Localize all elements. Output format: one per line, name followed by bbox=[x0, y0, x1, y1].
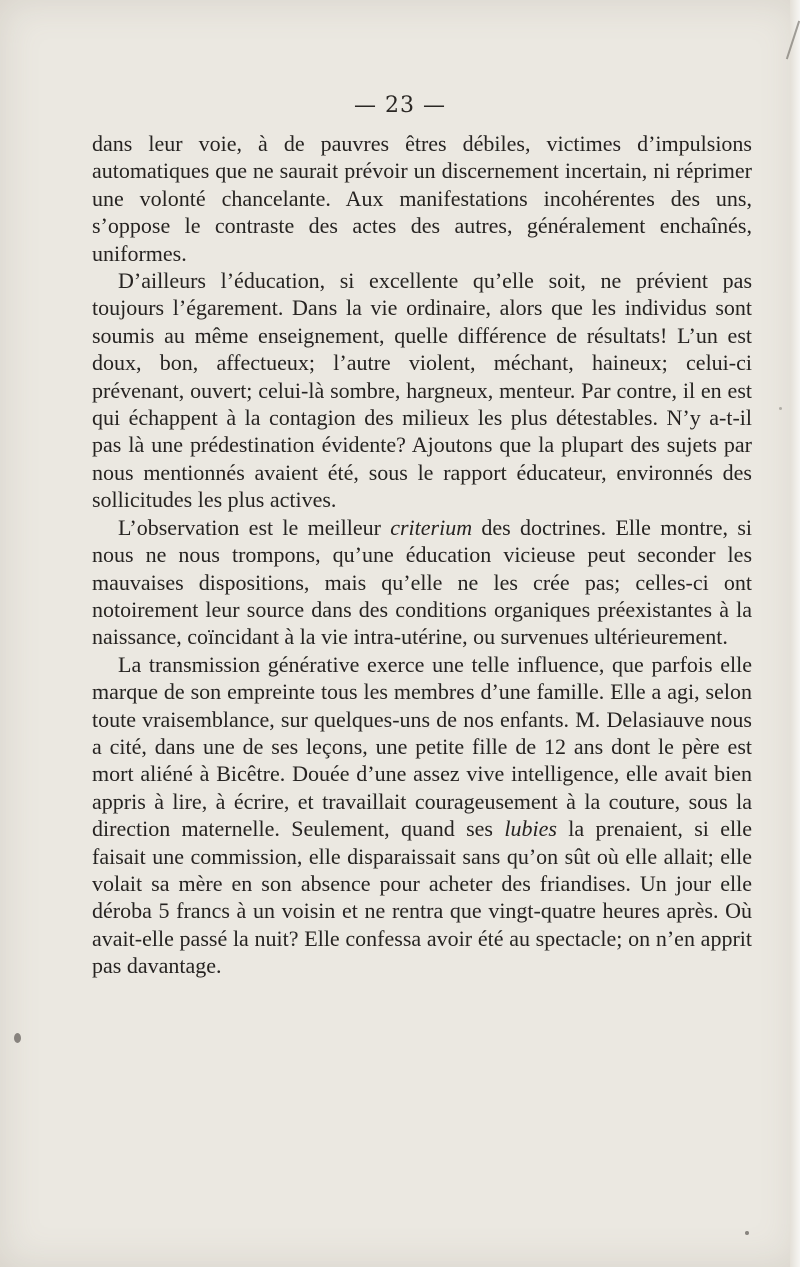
page-number: — 23 — bbox=[354, 93, 446, 118]
paragraph-4-text-end: la prenaient, si elle faisait une commission, elle disparaissait sans qu’on sût où elle allait; elle volait sa mère en son absence pour acheter des friandises. Un jour elle déroba 5 francs à un voisin et ne rentra que vingt-quatre heures après. Où avait-elle passé la nuit? Elle confessa avoir été au spectacle; on n’en apprit pas davantage. bbox=[92, 816, 752, 979]
paragraph-3-italic-term: criterium bbox=[390, 514, 473, 540]
paragraph-3-text-start: L’observation est le meilleur bbox=[118, 514, 391, 540]
paragraph-3 bbox=[92, 514, 752, 651]
paper-speck bbox=[14, 1033, 21, 1043]
paragraph-3-text-end: des doctrines. Elle montre, si nous ne nous trompons, qu’une éducation vicieuse peut seconder les mauvaises dispositions, mais qu’elle ne les crée pas; celles-ci ont notoirement leur source dans des conditions organiques préexistantes à la naissance, coïncidant à la vie intra-utérine, ou survenues ultérieurement. bbox=[92, 514, 752, 650]
paragraph-4-italic-term: lubies bbox=[504, 816, 557, 842]
body-text bbox=[92, 130, 752, 980]
paragraph-1: dans leur voie, à de pauvres êtres débiles, victimes d’impulsions automatiques que ne saurait prévoir un discernement incertain, ni réprimer une volonté chancelante. Aux manifestations incohérentes des uns, s’oppose le contraste des actes des autres, généralement enchaînés, uniformes. bbox=[92, 131, 752, 266]
paper-speck bbox=[779, 407, 782, 410]
paragraph-4-text-start: La transmission générative exerce une telle influence, que parfois elle marque de son empreinte tous les membres d’une famille. Elle a agi, selon toute vraisemblance, sur quelques-uns de nos enfants. M. Delasiauve nous a cité, dans une de ses leçons, une petite fille de 12 ans dont le père est mort aliéné à Bicêtre. Douée d’une assez vive intelligence, elle avait bien appris à lire, à écrire, et travaillait courageusement à la couture, sous la direction maternelle. Seulement, quand ses bbox=[92, 651, 752, 842]
paragraph-4 bbox=[92, 651, 752, 980]
page-edge bbox=[790, 0, 800, 1267]
paper-speck bbox=[745, 1231, 749, 1235]
paragraph-2: D’ailleurs l’éducation, si excellente qu’elle soit, ne prévient pas toujours l’égarement. Dans la vie ordinaire, alors que les individus sont soumis au même enseignement, quelle différence de résultats! L’un est doux, bon, affectueux; l’autre violent, méchant, haineux; celui-ci prévenant, ouvert; celui-là sombre, hargneux, menteur. Par contre, il en est qui échappent à la contagion des milieux les plus détestables. N’y a-t-il pas là une prédestination évidente? Ajoutons que la plupart des sujets par nous mentionnés avaient été, sous le rapport éducateur, environnés des sollicitudes les plus actives. bbox=[92, 268, 752, 513]
